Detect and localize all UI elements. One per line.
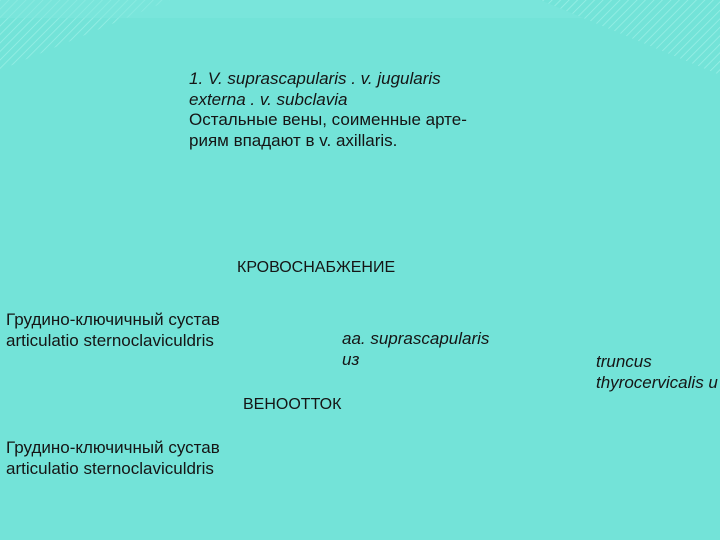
artery-line-1: aa. suprascapularis (342, 329, 490, 348)
top-line-4-text: риям впадают в v. axillaris. (189, 130, 398, 150)
top-line-1: 1. V. suprascapularis . v. jugularis (189, 69, 441, 88)
blood-supply-joint-ru: Грудино-ключичный сустав (6, 310, 220, 329)
blood-supply-heading: КРОВОСНАБЖЕНИЕ (237, 259, 396, 276)
blood-supply-joint-lat: articulatio sternoclaviculdris (6, 331, 214, 350)
top-line-2: externa . v. subclavia (189, 89, 348, 109)
trunk-line-1: truncus (596, 352, 652, 371)
top-line-4 (189, 131, 467, 152)
venous-drainage-heading: ВЕНООТТОК (243, 396, 342, 413)
trunk-line-2: thyrocervicalis u (596, 373, 718, 392)
venous-drainage-joint-ru: Грудино-ключичный сустав (6, 438, 220, 457)
top-text-block (189, 69, 467, 151)
artery-line-2: из (342, 350, 360, 369)
top-line-3: Остальные вены, соименные арте- (189, 110, 467, 129)
venous-drainage-joint-lat: articulatio sternoclaviculdris (6, 459, 214, 478)
